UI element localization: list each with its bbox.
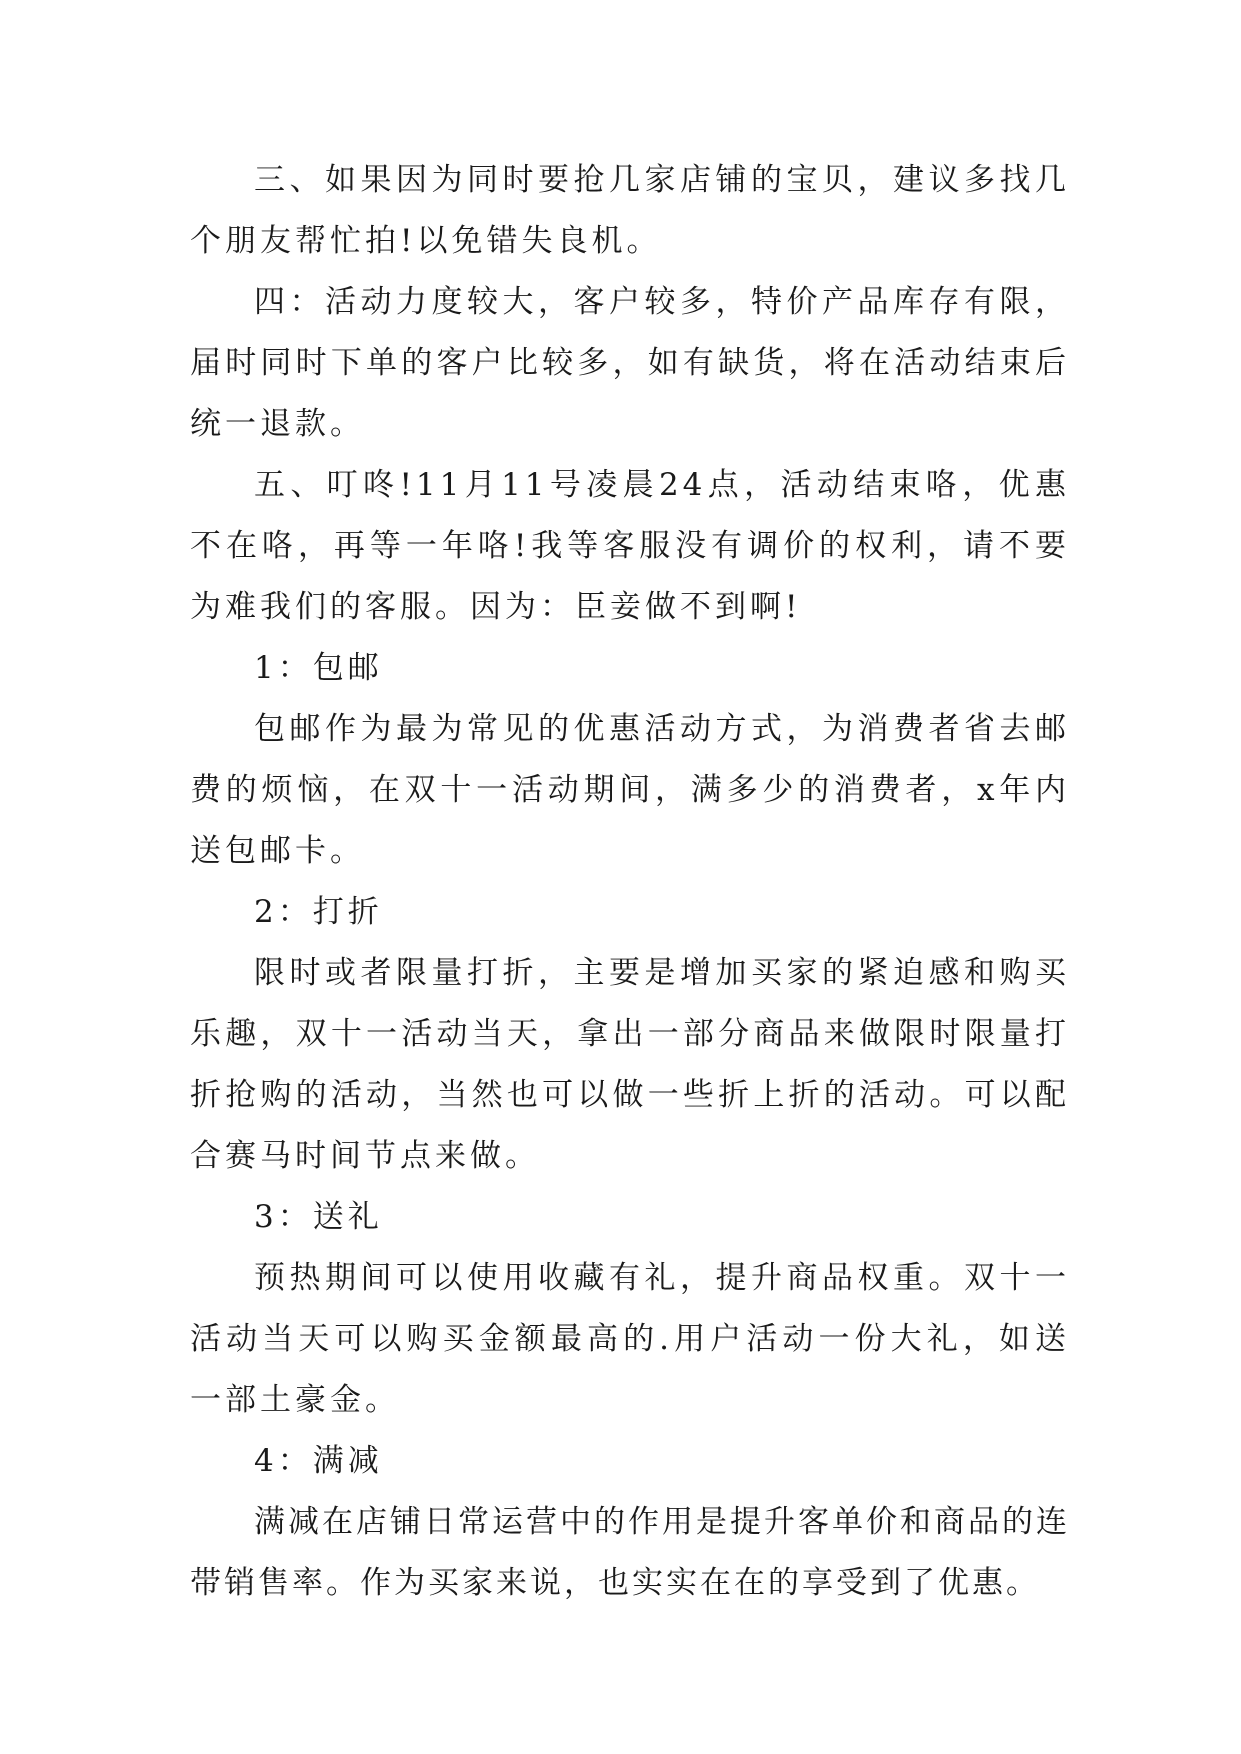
heading-full-reduction: 4：满减 [254, 1443, 383, 1479]
paragraph-tip-five: 五、叮咚!11月11号凌晨24点，活动结束咯，优惠不在咯，再等一年咯!我等客服没有调价的权利，请不要为难我们的客服。因为：臣妾做不到啊! [190, 467, 1070, 625]
paragraph-free-shipping: 包邮作为最为常见的优惠活动方式，为消费者省去邮费的烦恼，在双十一活动期间，满多少的消费者，x年内送包邮卡。 [190, 711, 1070, 869]
heading-discount: 2：打折 [254, 894, 383, 930]
paragraph-discount: 限时或者限量打折，主要是增加买家的紧迫感和购买乐趣，双十一活动当天，拿出一部分商品来做限时限量打折抢购的活动，当然也可以做一些折上折的活动。可以配合赛马时间节点来做。 [190, 955, 1070, 1174]
paragraph-tip-three: 三、如果因为同时要抢几家店铺的宝贝，建议多找几个朋友帮忙拍!以免错失良机。 [190, 162, 1070, 259]
paragraph-full-reduction: 满减在店铺日常运营中的作用是提升客单价和商品的连带销售率。作为买家来说，也实实在在的享受到了优惠。 [190, 1504, 1070, 1601]
document-body [190, 150, 1070, 1614]
heading-gift: 3：送礼 [254, 1199, 383, 1235]
heading-free-shipping: 1：包邮 [254, 650, 383, 686]
paragraph-tip-four: 四：活动力度较大，客户较多，特价产品库存有限，届时同时下单的客户比较多，如有缺货，将在活动结束后统一退款。 [190, 284, 1070, 442]
paragraph-gift: 预热期间可以使用收藏有礼，提升商品权重。双十一活动当天可以购买金额最高的.用户活动一份大礼，如送一部土豪金。 [190, 1260, 1070, 1418]
